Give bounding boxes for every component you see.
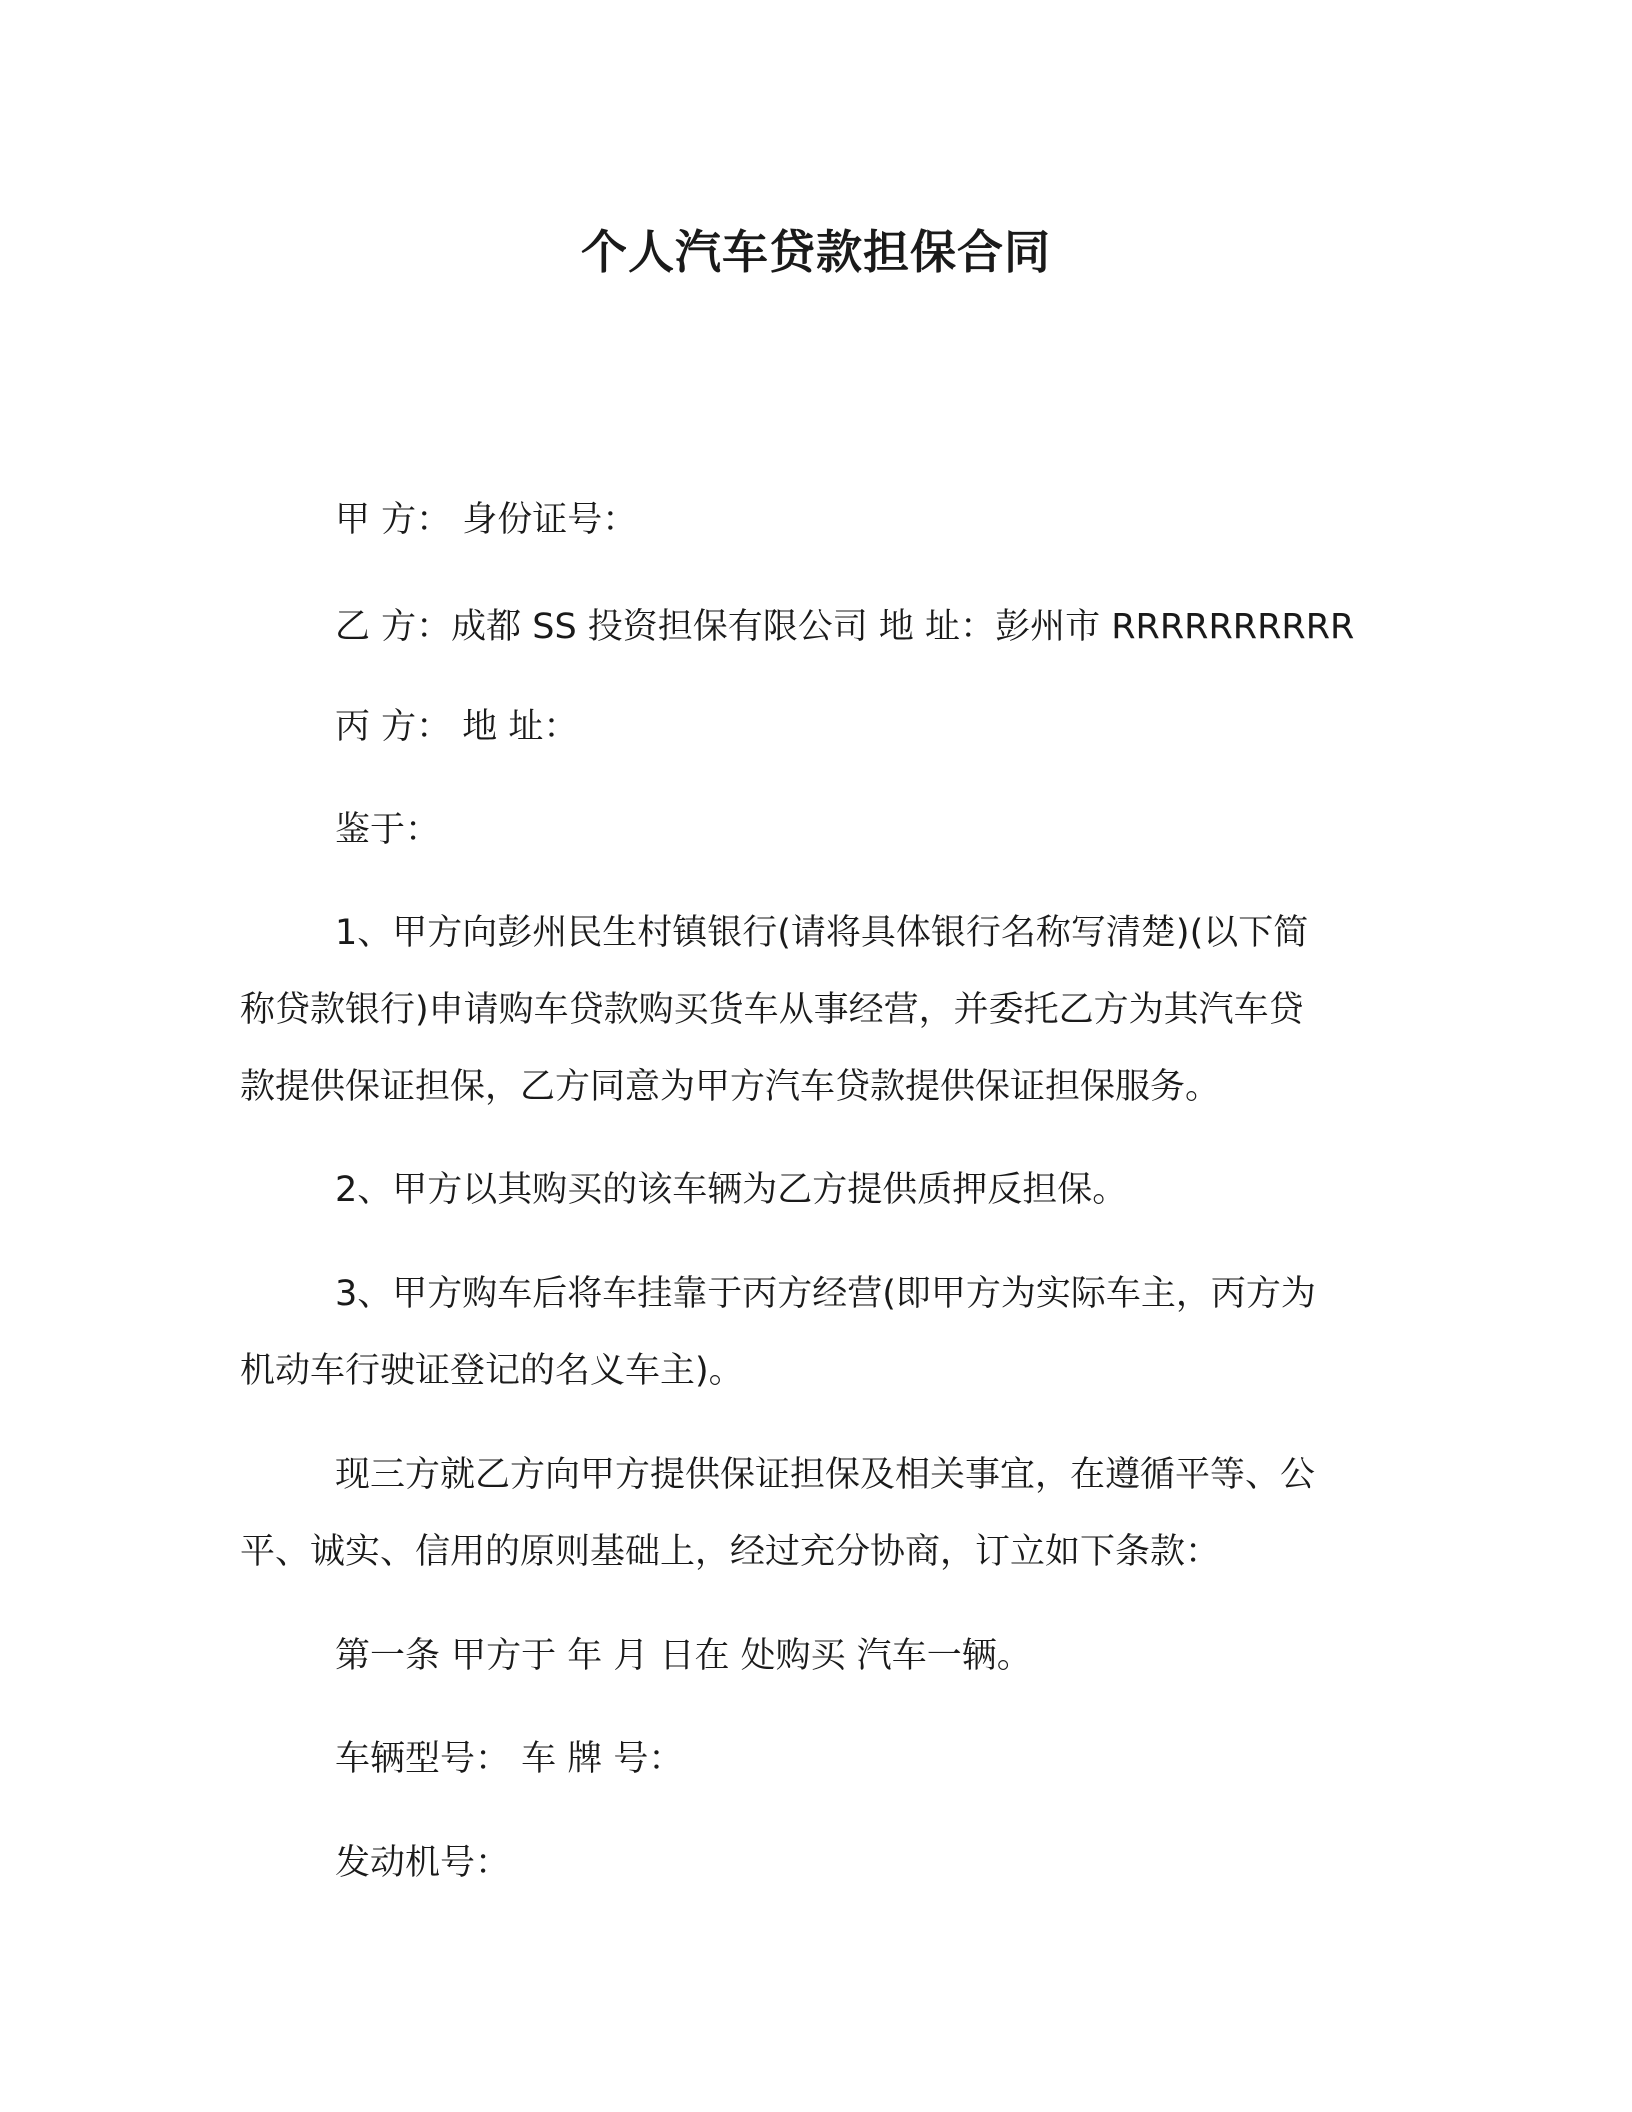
- party-a-line: 甲 方： 身份证号：: [335, 500, 638, 540]
- party-c-line: 丙 方： 地 址：: [335, 707, 579, 747]
- intro-line-1: 现三方就乙方向甲方提供保证担保及相关事宜，在遵循平等、公: [335, 1455, 1316, 1495]
- intro-line-2: 平、诚实、信用的原则基础上，经过充分协商，订立如下条款：: [240, 1532, 1221, 1572]
- clause-2-line: 2、甲方以其购买的该车辆为乙方提供质押反担保。: [335, 1170, 1128, 1210]
- party-b-line: 乙 方：成都 SS 投资担保有限公司 地 址：彭州市 RRRRRRRRRR: [335, 607, 1355, 647]
- clause-3-line-1: 3、甲方购车后将车挂靠于丙方经营(即甲方为实际车主，丙方为: [335, 1274, 1316, 1314]
- document-title: 个人汽车贷款担保合同: [581, 225, 1051, 279]
- article-1-line: 第一条 甲方于 年 月 日在 处购买 汽车一辆。: [335, 1636, 1032, 1676]
- vehicle-model-line: 车辆型号： 车 牌 号：: [335, 1739, 684, 1779]
- clause-1-line-3: 款提供保证担保，乙方同意为甲方汽车贷款提供保证担保服务。: [240, 1067, 1221, 1107]
- clause-1-line-2: 称贷款银行)申请购车贷款购买货车从事经营，并委托乙方为其汽车贷: [240, 990, 1304, 1030]
- clause-1-line-1: 1、甲方向彭州民生村镇银行(请将具体银行名称写清楚)(以下简: [335, 913, 1309, 953]
- engine-number-line: 发动机号：: [335, 1843, 511, 1883]
- whereas-heading: 鉴于：: [335, 810, 441, 850]
- clause-3-line-2: 机动车行驶证登记的名义车主)。: [240, 1351, 744, 1391]
